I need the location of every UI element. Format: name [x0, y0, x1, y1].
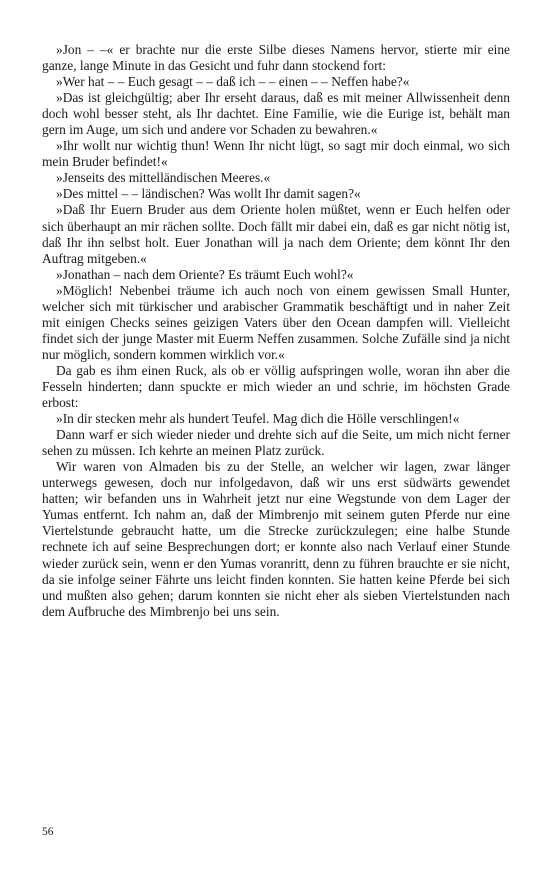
paragraph: Da gab es ihm einen Ruck, als ob er völlig aufspringen wolle, woran ihn aber die Fesseln hinderten; dann spuckte er mich wieder an und schrie, im höchsten Grade erbost:	[42, 362, 510, 411]
paragraph: Wir waren von Almaden bis zu der Stelle, an welcher wir lagen, zwar länger unterwegs gewesen, doch nur infolgedavon, daß wir uns erst südwärts gewendet hatten; wir befanden uns in Wahrheit jetzt nur eine Wegstunde von dem Lager der Yumas entfernt. Ich nahm an, daß der Mimbrenjo mit seinem guten Pferde nur eine Viertelstunde gebraucht hatte, um die Strecke zurückzulegen; eine halbe Stunde rechnete ich auf seine Besprechungen dort; er konnte also nach Verlauf einer Stunde wieder zurück sein, wenn er den Yumas voranritt, denn zu führen brauchte er sie nicht, da sie infolge seiner Fährte uns leicht finden konnten. Sie hatten keine Pferde bei sich und mußten also gehen; darum konnten sie nicht eher als sieben Viertelstunden nach dem Aufbruche des Mimbrenjo bei uns sein.	[42, 459, 510, 619]
paragraph: »Das ist gleichgültig; aber Ihr erseht daraus, daß es mit meiner Allwissenheit denn doch wohl besser steht, als Ihr dachtet. Eine Familie, wie die Eurige ist, behält man gern im Auge, um sich und andere vor Schaden zu bewahren.«	[42, 90, 510, 138]
paragraph: »In dir stecken mehr als hundert Teufel. Mag dich die Hölle verschlingen!«	[56, 411, 460, 427]
paragraph: »Möglich! Nebenbei träume ich auch noch von einem gewissen Small Hunter, welcher sich mit türkischer und arabischer Grammatik beschäftigt und in naher Zeit mit einigen Checks seines geizigen Vaters über den Ocean dampfen will. Vielleicht findet sich der junge Master mit Euerm Neffen zusammen. Solche Zufälle sind ja nicht nur möglich, sondern kommen wirklich vor.«	[42, 282, 510, 362]
paragraph: »Des mittel – – ländischen? Was wollt Ihr damit sagen?«	[56, 186, 361, 202]
page-body	[42, 42, 510, 620]
paragraph: »Ihr wollt nur wichtig thun! Wenn Ihr nicht lügt, so sagt mir doch einmal, wo sich mein Bruder befindet!«	[42, 138, 510, 170]
paragraph: Dann warf er sich wieder nieder und drehte sich auf die Seite, um mich nicht ferner sehen zu müssen. Ich kehrte an meinen Platz zurück.	[42, 427, 510, 459]
paragraph: »Jonathan – nach dem Oriente? Es träumt Euch wohl?«	[56, 266, 354, 282]
paragraph: »Wer hat – – Euch gesagt – – daß ich – – einen – – Neffen habe?«	[56, 74, 410, 90]
page-number: 56	[42, 826, 54, 838]
paragraph: »Jon – –« er brachte nur die erste Silbe dieses Namens hervor, stierte mir eine ganze, lange Minute in das Gesicht und fuhr dann stockend fort:	[42, 42, 510, 74]
paragraph: »Daß Ihr Euern Bruder aus dem Oriente holen müßtet, wenn er Euch helfen oder sich überhaupt an mir rächen sollte. Doch fällt mir dabei ein, daß es gar nicht nötig ist, daß Ihr ihn selbst holt. Euer Jonathan will ja nach dem Oriente; dem könnt Ihr den Auftrag mitgeben.«	[42, 202, 510, 266]
paragraph: »Jenseits des mittelländischen Meeres.«	[56, 170, 271, 186]
